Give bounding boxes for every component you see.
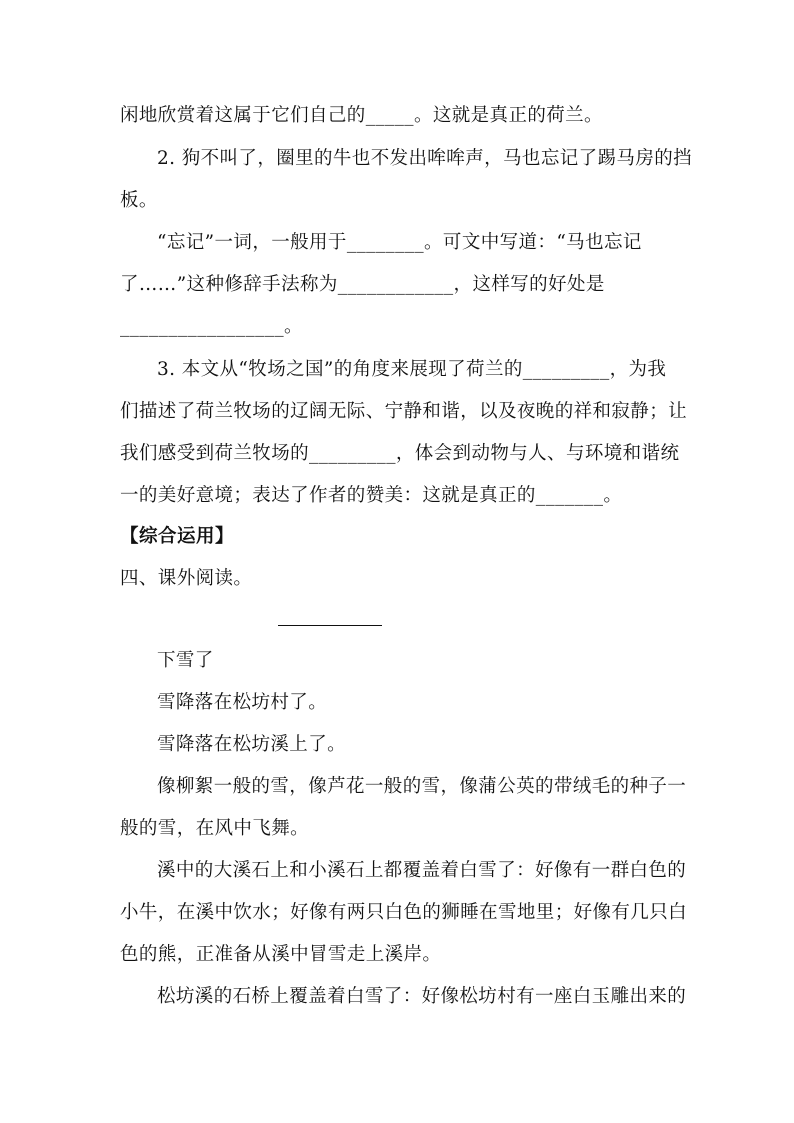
section-heading: 【综合运用】 [120,526,235,547]
question-2-text: 板。 [120,190,158,211]
question-2-text: 2. 狗不叫了，圈里的牛也不发出哞哞声，马也忘记了踢马房的挡 [157,148,693,169]
question-2-answer-blank: _________________。 [120,316,303,337]
question-3-text: 3. 本文从“牧场之国”的角度来展现了荷兰的_________，为我 [157,359,667,380]
passage-two-line: 雪降落在松坊溪上了。 [157,734,347,755]
passage-two-line: 般的雪，在风中飞舞。 [120,818,310,839]
passage-two-line: 溪中的大溪石上和小溪石上都覆盖着白雪了：好像有一群白色的 [157,860,687,881]
title-blank-line [278,625,382,626]
subsection-heading: 四、课外阅读。 [120,568,253,589]
question-3-text: 一的美好意境；表达了作者的赞美：这就是真正的_______。 [120,485,623,506]
question-2-prompt: “忘记”一词，一般用于________。可文中写道：“马也忘记 [157,232,642,253]
passage-two-line: 小牛，在溪中饮水；好像有两只白色的狮睡在雪地里；好像有几只白 [120,902,688,923]
passage-two-line: 雪降落在松坊村了。 [157,692,328,713]
passage-two-line: 像柳絮一般的雪，像芦花一般的雪，像蒲公英的带绒毛的种子一 [157,776,687,797]
passage-two-line: 下雪了 [157,650,214,671]
question-2-prompt: 了……”这种修辞手法称为____________，这样写的好处是 [120,274,605,295]
passage-two-line: 色的熊，正准备从溪中冒雪走上溪岸。 [120,944,442,965]
question-3-text: 我们感受到荷兰牧场的_________，体会到动物与人、与环境和谐统 [120,443,680,464]
passage-two-line: 松坊溪的石桥上覆盖着白雪了：好像松坊村有一座白玉雕出来的 [157,986,687,1007]
question-3-text: 们描述了荷兰牧场的辽阔无际、宁静和谐，以及夜晚的祥和寂静；让 [120,401,688,422]
passage-one-line: 闲地欣赏着这属于它们自己的_____。这就是真正的荷兰。 [120,105,603,126]
